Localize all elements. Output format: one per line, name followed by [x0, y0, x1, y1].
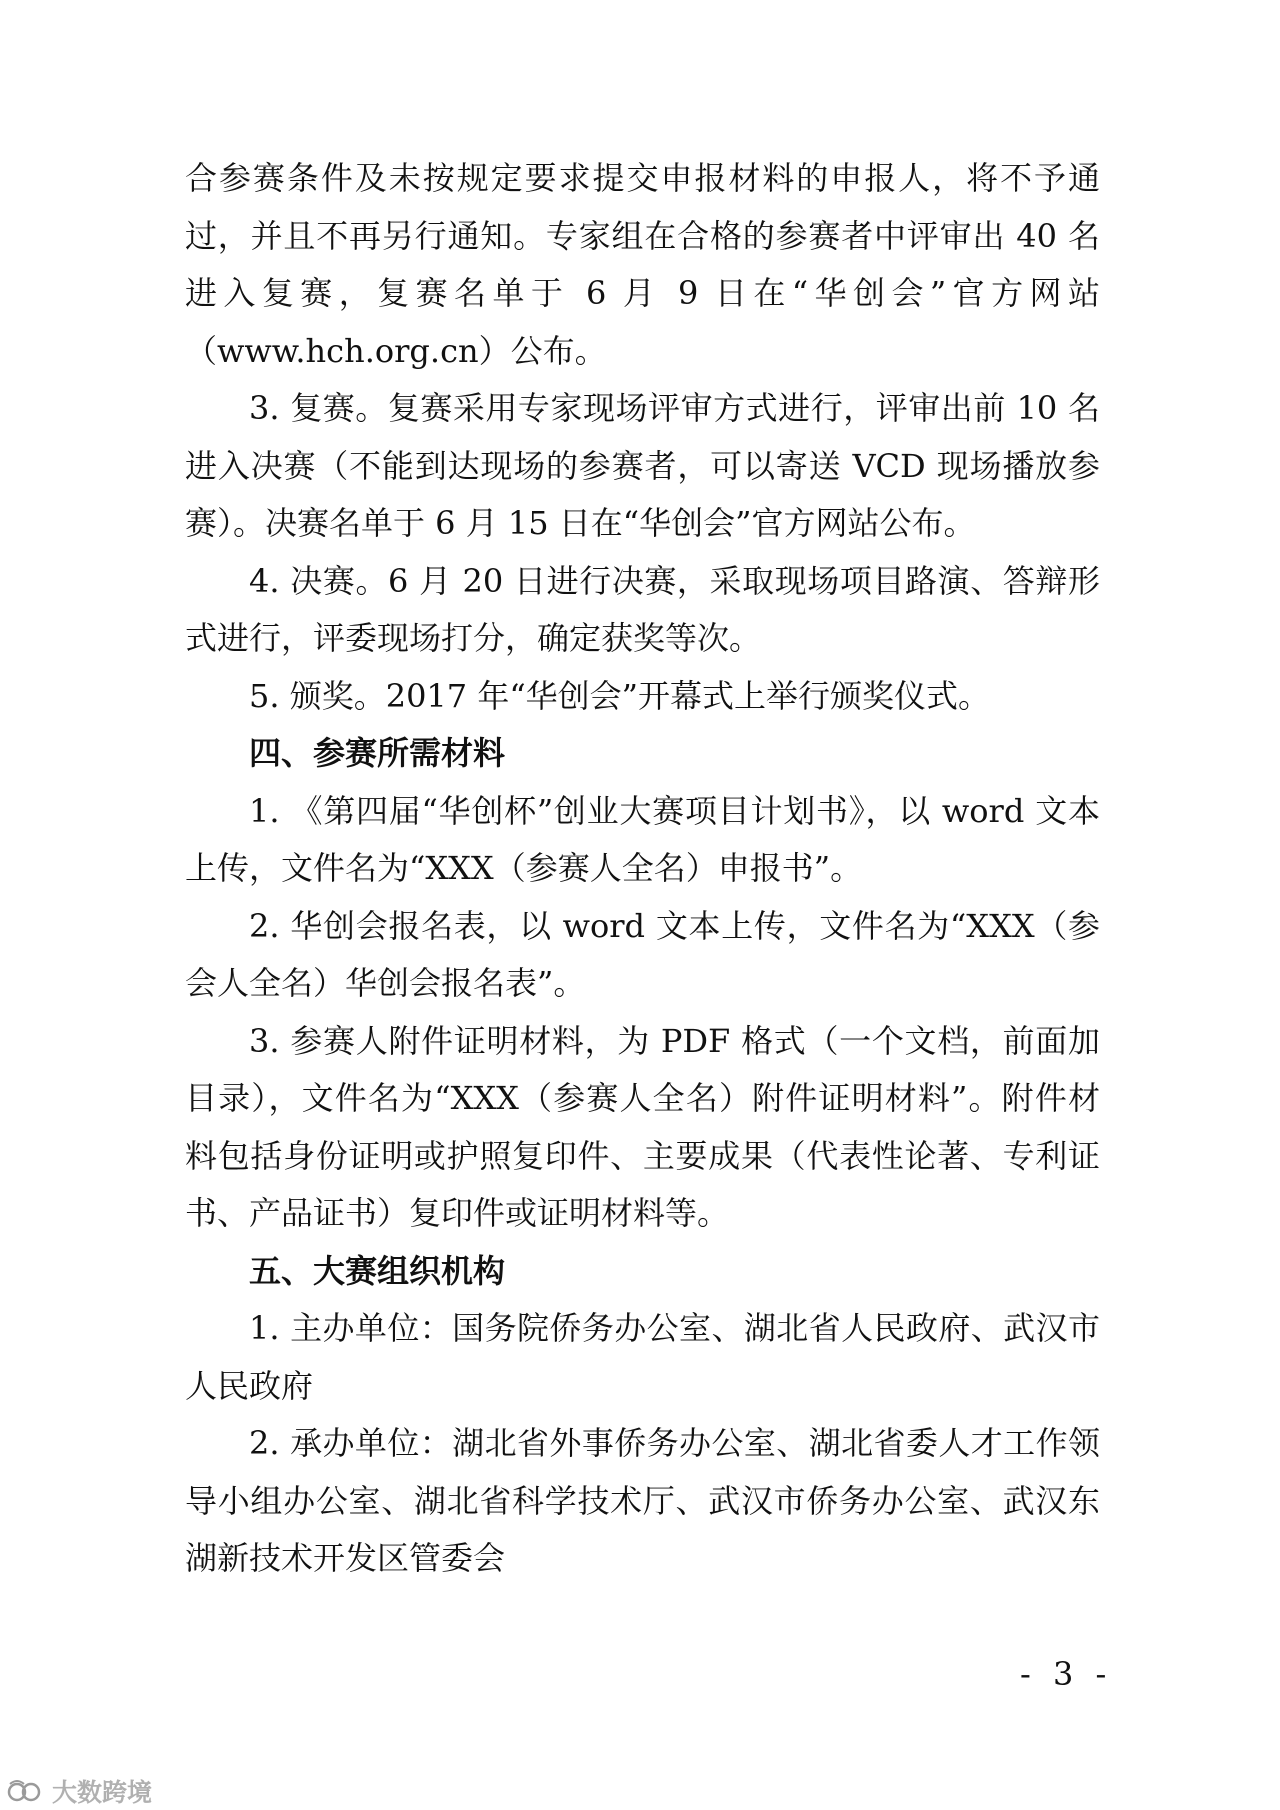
page-number: - 3 -	[1020, 1655, 1113, 1693]
paragraph-award: 5. 颁奖。2017 年“华创会”开幕式上举行颁奖仪式。	[249, 676, 991, 715]
paragraph-organizer: 1. 主办单位：国务院侨务办公室、湖北省人民政府、武汉市人民政府	[185, 1309, 1100, 1405]
watermark	[6, 1773, 152, 1809]
document-body	[185, 150, 1100, 1588]
watermark-text: 大数跨境	[52, 1778, 153, 1807]
section-heading-organization: 五、大赛组织机构	[249, 1251, 506, 1290]
paragraph-continuation: 合参赛条件及未按规定要求提交申报材料的申报人，将不予通过，并且不再另行通知。专家组在合格的参赛者中评审出 40 名进入复赛，复赛名单于 6 月 9 日在“华创会”官方网站（www.hch.org.cn）公布。	[185, 159, 1100, 370]
paragraph-rematch: 3. 复赛。复赛采用专家现场评审方式进行，评审出前 10 名进入决赛（不能到达现场的参赛者，可以寄送 VCD 现场播放参赛）。决赛名单于 6 月 15 日在“华创会”官方网站公布。	[185, 389, 1100, 542]
paragraph-undertaker: 2. 承办单位：湖北省外事侨务办公室、湖北省委人才工作领导小组办公室、湖北省科学技术厅、武汉市侨务办公室、武汉东湖新技术开发区管委会	[185, 1424, 1100, 1577]
section-heading-materials: 四、参赛所需材料	[249, 734, 506, 772]
paragraph-material-2: 2. 华创会报名表，以 word 文本上传，文件名为“XXX（参会人全名）华创会报名表”。	[185, 906, 1100, 1002]
paragraph-material-3: 3. 参赛人附件证明材料，为 PDF 格式（一个文档，前面加目录），文件名为“XXX（参赛人全名）附件证明材料”。附件材料包括身份证明或护照复印件、主要成果（代表性论著、专利证书、产品证书）复印件或证明材料等。	[185, 1021, 1100, 1232]
paragraph-material-1: 1. 《第四届“华创杯”创业大赛项目计划书》，以 word 文本上传，文件名为“XXX（参赛人全名）申报书”。	[185, 791, 1100, 887]
logo-icon	[6, 1778, 46, 1804]
paragraph-final: 4. 决赛。6 月 20 日进行决赛，采取现场项目路演、答辩形式进行，评委现场打分，确定获奖等次。	[185, 561, 1100, 657]
